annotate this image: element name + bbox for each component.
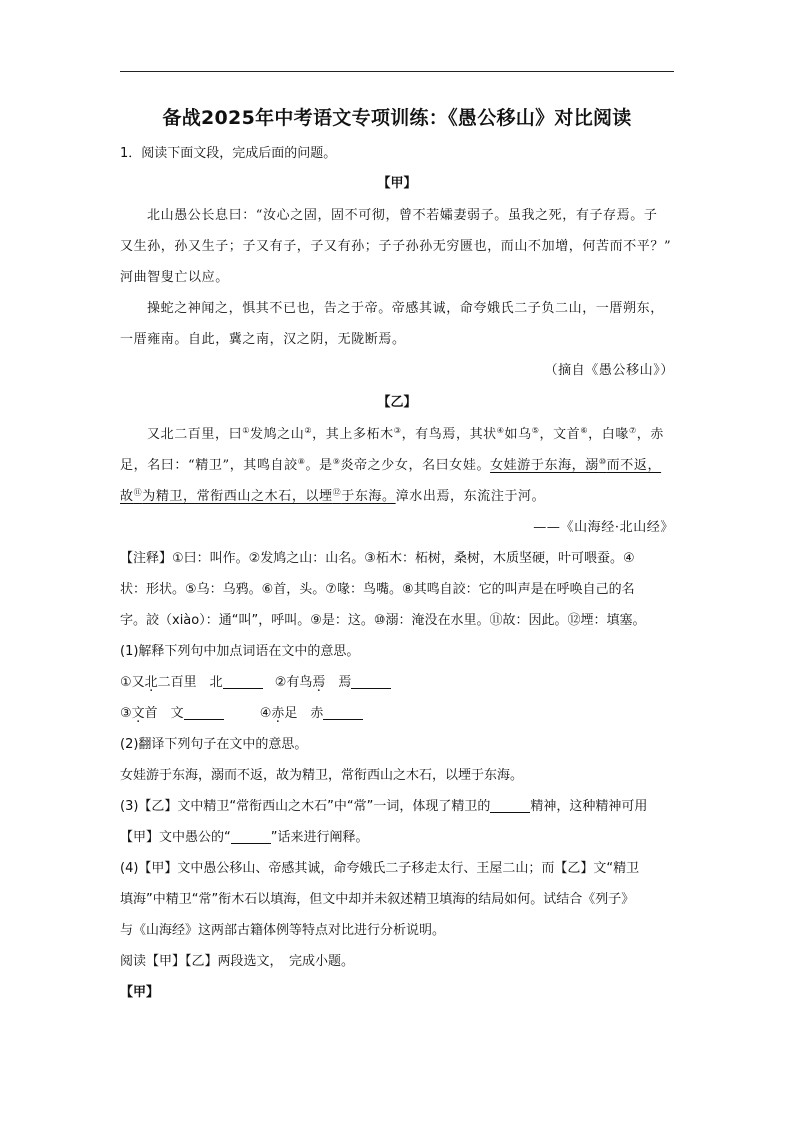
header-rule (120, 71, 674, 72)
answer-blank-chi[interactable] (323, 705, 363, 720)
question-1-3-line-1: (3)【乙】文中精卫“常衔西山之木石”中“常”一词，体现了精卫的 精神，这种精神可用 (120, 799, 648, 814)
question-1-2-sentence: 女娃游于东海，溺而不返，故为精卫，常衔西山之木石，以堙于东海。 (120, 768, 524, 783)
question-2-jia-heading: 【甲】 (120, 985, 160, 1000)
jia-paragraph-1-line-3: 河曲智叟亡以应。 (120, 270, 229, 285)
jia-source: （摘自《愚公移山》） (544, 363, 674, 378)
question-1-1-items-row-2: ③文首 文 ④赤足 赤 (120, 704, 674, 724)
yi-line-2: 足，名曰：“精卫”，其鸣自詨⑧。是⑨炎帝之少女，名曰女娃。女娃游于东海，溺⑩而不返， (120, 457, 662, 473)
yi-source: ——《山海经·北山经》 (533, 520, 674, 535)
passage-jia-heading: 【甲】 (377, 176, 417, 191)
passage-yi-heading: 【乙】 (377, 395, 417, 410)
answer-blank-spirit[interactable] (490, 798, 530, 813)
answer-blank-bei[interactable] (223, 674, 263, 689)
question-1-2: (2)翻译下列句子在文中的意思。 (120, 737, 308, 752)
answer-blank-yan[interactable] (351, 674, 391, 689)
question-1-3-line-2: 【甲】文中愚公的“ ”话来进行阐释。 (120, 830, 369, 845)
question-1-4-line-3: 与《山海经》这两部古籍体例等特点对比进行分析说明。 (120, 923, 446, 938)
jia-paragraph-1-line-1: 北山愚公长息曰：“汝心之固，固不可彻，曾不若孀妻弱子。虽我之死，有子存焉。子 (147, 208, 658, 223)
notes-line-3: 字。詨（xiào）：通“叫”，呼叫。⑨是：这。⑩溺：淹没在水里。⑪故：因此。⑫堙：填塞。 (120, 613, 646, 628)
answer-blank-quote[interactable] (231, 829, 271, 844)
notes-line-2: 状：形状。⑤乌：乌鸦。⑥首，头。⑦喙：鸟嘴。⑧其鸣自詨：它的叫声是在呼唤自己的名 (120, 582, 635, 597)
question-1-intro: 1．阅读下面文段，完成后面的问题。 (120, 146, 337, 161)
answer-blank-wen[interactable] (184, 705, 224, 720)
question-2-intro: 阅读【甲】【乙】两段选文， 完成小题。 (120, 954, 355, 969)
underlined-sentence-part-2: 故⑪为精卫，常衔西山之木石，以堙⑫于东海。 (120, 488, 396, 504)
question-1-4-line-2: 填海”中精卫“常”衔木石以填海，但文中却并未叙述精卫填海的结局如何。试结合《列子》 (120, 892, 635, 907)
question-1-1-items-row-1: ①又北二百里 北 ②有鸟焉 焉 (120, 673, 674, 693)
question-1-1: (1)解释下列句中加点词语在文中的意思。 (120, 644, 360, 659)
document-title: 备战2025年中考语文专项训练：《愚公移山》对比阅读 (162, 107, 632, 129)
jia-paragraph-2-line-2: 一厝雍南。自此，冀之南，汉之阴，无陇断焉。 (120, 332, 406, 347)
notes-line-1: 【注释】①曰：叫作。②发鸠之山：山名。③柘木：柘树，桑树，木质坚硬，叶可喂蚕。④ (120, 551, 635, 566)
yi-line-1: 又北二百里，曰①发鸠之山②，其上多柘木③，有鸟焉，其状④如乌⑤，文首⑥，白喙⑦，赤 (147, 426, 664, 442)
underlined-sentence-part-1: 女娃游于东海，溺⑩而不返， (490, 457, 662, 473)
question-1-4-line-1: (4)【甲】文中愚公移山、帝感其诚，命夸娥氏二子移走太行、王屋二山；而【乙】文“精卫 (120, 861, 640, 876)
jia-paragraph-1-line-2: 又生孙，孙又生子；子又有子，子又有孙；子子孙孙无穷匮也，而山不加增，何苦而不平？” (120, 239, 672, 254)
jia-paragraph-2-line-1: 操蛇之神闻之，惧其不已也，告之于帝。帝感其诚，命夸娥氏二子负二山，一厝朔东， (147, 301, 664, 316)
yi-line-3: 故⑪为精卫，常衔西山之木石，以堙⑫于东海。漳水出焉，东流注于河。 (120, 488, 546, 504)
